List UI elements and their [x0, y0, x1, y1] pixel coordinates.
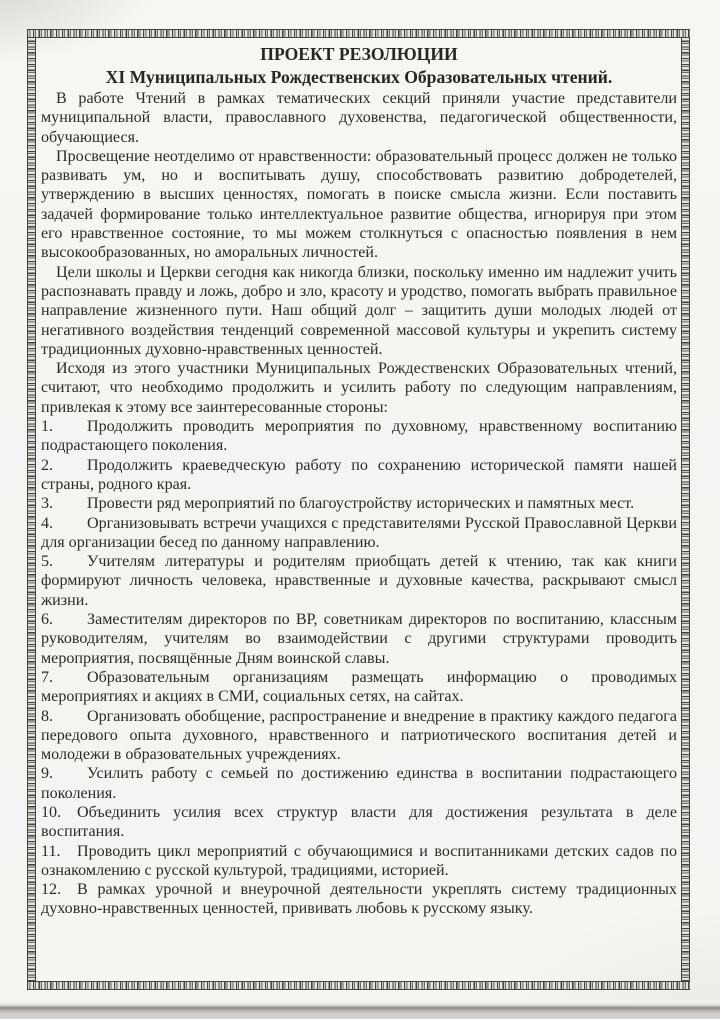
list-item	[41, 514, 677, 553]
list-item	[41, 456, 677, 495]
list-item-text: Учителям литературы и родителям приобщать детей к чтению, так как книги формируют личность человека, нравственные и духовные качества, раскрывают смысл жизни.	[41, 553, 677, 609]
paragraph: Исходя из этого участники Муниципальных Рождественских Образовательных чтений, считают, что необходимо продолжить и усилить работу по следующим направлениям, привлекая к этому все заинтересованные стороны:	[41, 360, 677, 416]
list-item-text: Образовательным организациям размещать информацию о проводимых мероприятиях и акциях в СМИ, социальных сетях, на сайтах.	[41, 668, 677, 706]
list-item	[41, 764, 677, 803]
paragraph: В работе Чтений в рамках тематических секций приняли участие представители муниципальной власти, православного духовенства, педагогической общественности, обучающиеся.	[41, 90, 677, 146]
border-ornament-top	[27, 29, 690, 38]
list-item	[41, 552, 677, 610]
paragraph: Просвещение неотделимо от нравственности: образовательный процесс должен не только развивать ум, но и воспитывать душу, способствовать развитию добродетелей, утверждению в высших ценностях, помогать в поиске смысла жизни. Если поставить задачей формирование только интеллектуальное развитие общества, игнорируя при этом его нравственное состояние, то мы можем столкнуться с опасностью появления в нем высокообразованных, но аморальных личностей.	[41, 147, 677, 262]
border-ornament-left	[27, 29, 36, 990]
list-item	[41, 803, 677, 842]
list-item-text: Проводить цикл мероприятий с обучающимися и воспитанниками детских садов по ознакомлению с русской культурой, традициями, историей.	[41, 842, 677, 879]
list-item-number: 4.	[41, 514, 54, 532]
list-item-number: 6.	[41, 611, 54, 629]
document-subtitle: XI Муниципальных Рождественских Образовательных чтений.	[105, 67, 613, 87]
list-item-text: Провести ряд мероприятий по благоустройству исторических и памятных мест.	[87, 495, 635, 513]
list-item-number: 11.	[41, 842, 61, 860]
list-item	[41, 707, 677, 765]
document-title: ПРОЕКТ РЕЗОЛЮЦИИ	[260, 44, 458, 64]
list-item-number: 3.	[41, 495, 54, 513]
scanner-paper-edge	[0, 1001, 720, 1019]
list-item-number: 10.	[41, 803, 62, 821]
list-item-text: Организовывать встречи учащихся с представителями Русской Православной Церкви для организации бесед по данному направлению.	[41, 514, 677, 551]
decorative-border-frame	[27, 29, 690, 990]
paragraph: Цели школы и Церкви сегодня как никогда близки, поскольку именно им надлежит учить распознавать правду и ложь, добро и зло, красоту и уродство, помогать выбрать правильное направление жизненного пути. Наш общий долг – защитить души молодых людей от негативного воздействия тенденций современной массовой культуры и укрепить систему традиционных духовно-нравственных ценностей.	[41, 263, 677, 358]
document-body	[36, 38, 681, 981]
list-item	[41, 494, 677, 513]
list-item-text: В рамках урочной и внеурочной деятельности укреплять систему традиционных духовно-нравственных ценностей, прививать любовь к русскому языку.	[41, 881, 677, 918]
list-item	[41, 610, 677, 668]
list-item	[41, 668, 677, 707]
border-ornament-right	[681, 29, 690, 990]
list-item-number: 8.	[41, 707, 54, 725]
list-item-number: 2.	[41, 456, 54, 474]
list-item-text: Объединить усилия всех структур власти для достижения результата в деле воспитания.	[41, 803, 677, 841]
list-item-text: Организовать обобщение, распространение и внедрение в практику каждого педагога передового опыта духовного, нравственного и патриотического воспитания детей и молодежи в образовательных учреждениях.	[41, 707, 677, 764]
intro-paragraphs	[41, 89, 677, 417]
list-item-number: 5.	[41, 553, 54, 571]
list-item-text: Усилить работу с семьей по достижению единства в воспитании подрастающего поколения.	[41, 765, 677, 802]
resolution-items-list	[41, 417, 677, 919]
list-item-number: 7.	[41, 668, 54, 686]
border-ornament-bottom	[27, 981, 690, 990]
list-item-number: 12.	[41, 881, 62, 899]
list-item-number: 1.	[41, 418, 54, 436]
list-item-text: Заместителям директоров по ВР, советникам директоров по воспитанию, классным руководителям, учителям во взаимодействии с другими структурами проводить мероприятия, посвящённые Дням воинской славы.	[41, 611, 677, 667]
list-item	[41, 842, 677, 881]
list-item-number: 9.	[41, 765, 54, 783]
list-item	[41, 417, 677, 456]
list-item-text: Продолжить проводить мероприятия по духовному, нравственному воспитанию подрастающего поколения.	[41, 418, 677, 455]
list-item-text: Продолжить краеведческую работу по сохранению исторической памяти нашей страны, родного края.	[41, 456, 677, 493]
list-item	[41, 880, 677, 919]
